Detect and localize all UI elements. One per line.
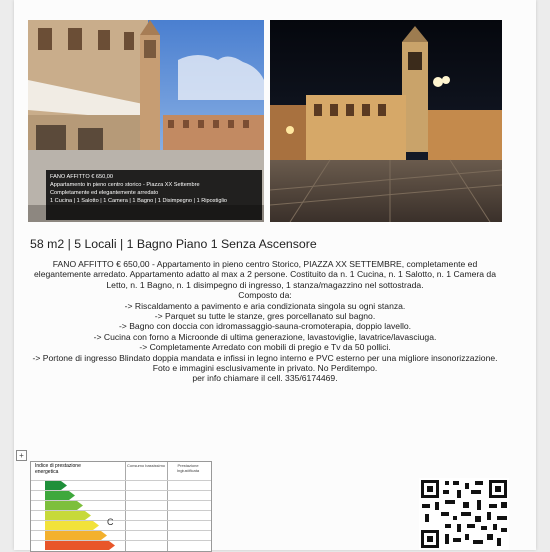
description-item: -> Cucina con forno a Microonde di ultima generazione, lavastoviglie, lavatrice/lavasciuga. (93, 331, 437, 342)
description-item: -> Bagno con doccia con idromassaggio-sauna-cromoterapia, doppio lavello. (118, 321, 412, 332)
energy-bar (45, 491, 75, 500)
energy-col-prestazione: Prestazione Ingiustificata (176, 463, 200, 473)
energy-col-consumo: Consumo bassissimo (126, 463, 165, 468)
plus-icon[interactable]: + (16, 450, 27, 461)
energy-class-marker: C (107, 517, 114, 527)
description-composto: Composto da: (238, 290, 292, 301)
energy-divider (31, 530, 211, 531)
description-footer-contact: per info chiamare il cell. 335/6174469. (192, 373, 338, 384)
energy-divider (31, 520, 211, 521)
photo-street-view[interactable] (28, 20, 264, 222)
property-description (30, 259, 500, 384)
energy-divider (31, 480, 211, 481)
caption-line-1: FANO AFFITTO € 650,00 (50, 174, 114, 180)
energy-divider (31, 490, 211, 491)
energy-divider (167, 462, 168, 551)
energy-bar (45, 541, 115, 550)
energy-bar (45, 531, 107, 540)
energy-bar (45, 481, 67, 490)
caption-line-4: 1 Cucina | 1 Salotto | 1 Camera | 1 Bagno | 1 Disimpegno | 1 Ripostiglio (50, 198, 228, 204)
caption-line-2: Appartamento in pieno centro storico - Piazza XX Settembre (50, 182, 200, 188)
piazza-photo-graphic (270, 20, 502, 222)
description-item: -> Portone di ingresso Blindato doppia mandata e infissi in legno interno e PVC esterno per una migliore insonorizzazione. (32, 352, 498, 363)
energy-divider (125, 462, 126, 551)
energy-label-header (31, 462, 211, 480)
photo-piazza-night[interactable] (270, 20, 502, 222)
qr-code-icon[interactable] (419, 478, 509, 550)
description-intro: FANO AFFITTO € 650,00 - Appartamento in pieno centro Storico, PIAZZA XX SETTEMBRE, completamente ed elegantemente arredato. Appartamento adatto al max a 2 persone. Costituito da n. 1 Cucina, n. 1 Salotto, n. 1 Camera da Letto, n. 1 Bagno, n. 1 disimpegno di ingresso, 1 stanza/magazzino nel sottostrada. (34, 259, 496, 290)
description-item: -> Parquet su tutte le stanze, gres porcellanato sul bagno. (154, 311, 376, 322)
description-item: -> Riscaldamento a pavimento e aria condizionata singola su ogni stanza. (124, 300, 406, 311)
photo-caption (46, 170, 262, 220)
description-footer-photos: Foto e immagini esclusivamente in privato. No Perditempo. (152, 363, 378, 374)
energy-divider (31, 510, 211, 511)
energy-bar (45, 521, 99, 530)
energy-divider (31, 500, 211, 501)
energy-bar (45, 511, 91, 520)
property-summary: 58 m2 | 5 Locali | 1 Bagno Piano 1 Senza Ascensore (30, 237, 317, 251)
energy-label (30, 461, 212, 552)
energy-bar (45, 501, 83, 510)
energy-header-title: Indice di prestazione energetica (35, 463, 81, 475)
description-item: -> Completamente Arredato con mobili di pregio e Tv da 50 pollici. (139, 342, 391, 353)
energy-divider (31, 540, 211, 541)
caption-line-3: Completamente ed elegantemente arredato (50, 190, 159, 196)
